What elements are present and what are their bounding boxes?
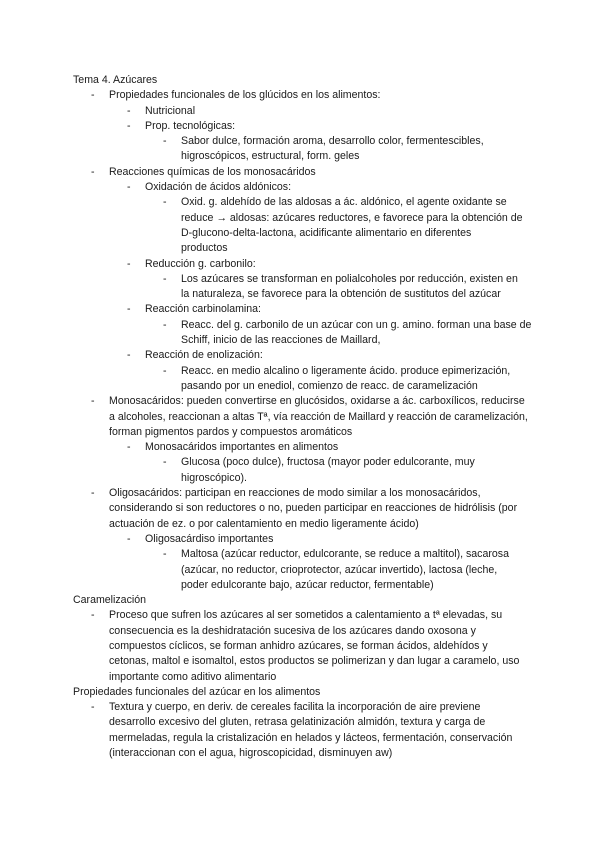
section-heading: Caramelización (73, 594, 147, 607)
outline-item-text (145, 302, 525, 317)
text-line: la naturaleza, se favorece para la obtención de sustitutos del azúcar (181, 288, 501, 301)
outline-item-text (145, 440, 525, 455)
text-line: Reacción de enolización: (145, 349, 263, 362)
bullet-dash: - (163, 548, 167, 561)
outline-item-text (181, 272, 526, 303)
bullet-dash: - (91, 165, 95, 178)
text-line: Reacc. del g. carbonilo de un azúcar con un g. amino. forman una base de (181, 318, 532, 331)
bullet-dash: - (163, 196, 167, 209)
outline-item-text (181, 547, 526, 593)
bullet-dash: - (163, 318, 167, 331)
outline-item-level-3 (0, 364, 600, 395)
text-line: Textura y cuerpo, en deriv. de cereales facilita la incorporación de aire previene (109, 701, 481, 714)
text-line: Oligosacáridos: participan en reacciones de modo similar a los monosacáridos, (109, 487, 481, 500)
outline-item-text (109, 88, 529, 103)
bullet-dash: - (127, 349, 131, 362)
outline-item-level-3 (0, 272, 600, 303)
outline-item-level-2 (0, 180, 600, 195)
outline-item-level-1 (0, 88, 600, 103)
outline-item-text (109, 486, 529, 532)
outline-item-level-2 (0, 119, 600, 134)
section-heading: Tema 4. Azúcares (73, 74, 158, 86)
text-line: Propiedades funcionales de los glúcidos en los alimentos: (109, 89, 381, 102)
text-line: mermeladas, regula la cristalización en helados y lácteos, fermentación, conservación (109, 731, 513, 744)
text-line: cetonas, maltol e isomaltol, estos productos se polimerizan y dan lugar a caramelo, uso (109, 655, 520, 668)
outline-item-text (109, 394, 529, 440)
outline-item-text (109, 608, 529, 684)
bullet-dash: - (127, 532, 131, 545)
outline-item-level-3 (0, 195, 600, 256)
outline-item-level-2 (0, 257, 600, 272)
text-line: Reacciones químicas de los monosacáridos (109, 165, 316, 178)
bullet-dash: - (163, 135, 167, 148)
outline-item-level-2 (0, 302, 600, 317)
text-line: compuestos cíclicos, se forman anhidro azúcares, se forman ácidos, aldehídos y (109, 639, 488, 652)
text-line: forman pigmentos pardos y compuestos aromáticos (109, 425, 353, 438)
outline-item-level-3 (0, 134, 600, 165)
bullet-dash: - (127, 257, 131, 270)
text-line: productos (181, 242, 228, 255)
text-line: Sabor dulce, formación aroma, desarrollo color, fermentescibles, (181, 135, 484, 148)
outline-item-level-1 (0, 608, 600, 685)
bullet-dash: - (127, 303, 131, 316)
text-line: actuación de ez. o por calentamiento en medio ligeramente ácido) (109, 517, 419, 530)
text-line: Schiff, inicio de las reacciones de Maillard, (181, 334, 381, 347)
outline-item-text (145, 119, 525, 134)
text-line: higroscópicos, estructural, form. geles (181, 150, 360, 163)
bullet-dash: - (91, 89, 95, 102)
outline-item-text (109, 700, 529, 761)
text-line: pasando por un enediol, comienzo de reacc. de caramelización (181, 379, 478, 392)
text-line: consecuencia es la deshidratación sucesiva de los azúcares dando oxosona y (109, 624, 476, 637)
text-line: D-glucono-delta-lactona, acidificante alimentario en diferentes (181, 226, 472, 239)
outline-item-level-2 (0, 532, 600, 547)
text-line: Oxidación de ácidos aldónicos: (145, 181, 292, 194)
text-line: poder edulcorante bajo, azúcar reductor, fermentable) (181, 578, 434, 591)
text-line: a alcoholes, reaccionan a altas Tª, vía reacción de Maillard y reacción de caramelización, (109, 410, 528, 423)
text-line: Oligosacárdiso importantes (145, 532, 274, 545)
outline-item-text (109, 165, 529, 180)
text-line: considerando si son reductores o no, pueden participar en reacciones de hidrólisis (por (109, 502, 518, 515)
bullet-dash: - (163, 272, 167, 285)
outline-item-text (181, 364, 526, 395)
bullet-dash: - (127, 441, 131, 454)
bullet-dash: - (163, 456, 167, 469)
bullet-dash: - (91, 701, 95, 714)
outline-item-text (145, 104, 525, 119)
text-line: (interaccionan con el agua, higroscopicidad, disminuyen aw) (109, 747, 393, 760)
text-line: reduce → aldosas: azúcares reductores, e favorece para la obtención de (181, 211, 523, 224)
outline-item-text (181, 318, 532, 349)
bullet-dash: - (91, 487, 95, 500)
outline-item-level-3 (0, 455, 600, 486)
outline-item-level-1 (0, 700, 600, 761)
text-line: Reducción g. carbonilo: (145, 257, 256, 270)
outline-item-text (145, 257, 525, 272)
outline-item-level-3 (0, 547, 600, 593)
text-line: importante como aditivo alimentario (109, 670, 277, 683)
outline-item-text (145, 180, 525, 195)
outline-item-text (181, 195, 526, 256)
outline-item-level-2 (0, 440, 600, 455)
text-line: Proceso que sufren los azúcares al ser sometidos a calentamiento a tª elevadas, su (109, 609, 503, 622)
outline-item-text (145, 348, 525, 363)
outline-item-level-1 (0, 165, 600, 180)
text-line: Los azúcares se transforman en polialcoholes por reducción, existen en (181, 272, 518, 285)
outline-item-level-2 (0, 104, 600, 119)
bullet-dash: - (91, 609, 95, 622)
outline-item-text (181, 134, 526, 165)
outline-item-text (181, 455, 526, 486)
document-page (0, 73, 600, 761)
text-line: Reacc. en medio alcalino o ligeramente ácido. produce epimerización, (181, 364, 511, 377)
outline-item-level-1 (0, 394, 600, 440)
bullet-dash: - (127, 104, 131, 117)
bullet-dash: - (127, 119, 131, 132)
text-line: Monosacáridos importantes en alimentos (145, 441, 339, 454)
bullet-dash: - (91, 395, 95, 408)
section-heading: Propiedades funcionales del azúcar en los alimentos (73, 685, 321, 698)
bullet-dash: - (163, 364, 167, 377)
text-line: Maltosa (azúcar reductor, edulcorante, se reduce a maltitol), sacarosa (181, 548, 509, 561)
outline-item-text (145, 532, 525, 547)
text-line: Monosacáridos: pueden convertirse en glucósidos, oxidarse a ác. carboxílicos, reducirse (109, 395, 525, 408)
text-line: Glucosa (poco dulce), fructosa (mayor poder edulcorante, muy (181, 456, 475, 469)
outline-item-level-2 (0, 348, 600, 363)
text-line: Reacción carbinolamina: (145, 303, 262, 316)
bullet-dash: - (127, 181, 131, 194)
text-line: Prop. tecnológicas: (145, 119, 236, 132)
text-line: higroscópico). (181, 471, 247, 484)
text-line: Oxid. g. aldehído de las aldosas a ác. aldónico, el agente oxidante se (181, 196, 507, 209)
outline-item-level-1 (0, 486, 600, 532)
outline-item-level-3 (0, 318, 600, 349)
text-line: desarrollo excesivo del gluten, retrasa gelatinización almidón, textura y carga de (109, 716, 486, 729)
text-line: Nutricional (145, 104, 196, 117)
text-line: (azúcar, no reductor, crioprotector, azúcar invertido), lactosa (leche, (181, 563, 498, 576)
